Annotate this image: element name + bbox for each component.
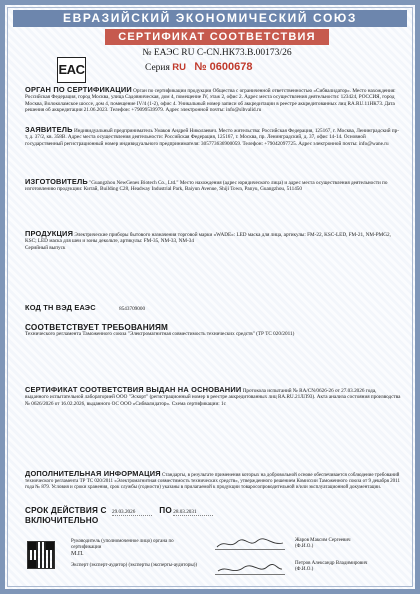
- additional-section: [25, 471, 401, 492]
- manufacturer-text: "Guangzhou NewGenes Biotech Co., Ltd." Место нахождения (адрес юридического лица) и адрес места осуществления деятельности по изготовлению продукции: Китай, Building C28, Headway Industrial Park, Baiyun Avenue, Shiji Town, Panyu, Guangzhou, 511450: [25, 180, 388, 193]
- qr-code: [27, 541, 55, 569]
- additional-text: Стандарты, в результате применения которых на добровольной основе обеспечивается соблюдение требований технического регламента ТР ТС 020/2011 «Электромагнитная совместимость технических средств», утвержденного решением Комиссии Таможенного союза от 9 декабря 2011 года № 879. Условия и сроки хранения, срок службы (годности) указаны в прилагаемой к продукции товаросопроводительной и/или эксплуатационной документации.: [25, 473, 400, 491]
- basis-section: [25, 387, 401, 407]
- basis-text: Протокола испытаний № RA/CN/0626-26 от 27.03.2026 года, выданного испытательной лабораторией ООО "Эскорт" (регистрационный номер в реестре аккредитованных лиц RA.RU.21ЛЛ93). Акта анализа состояния производства № 0626/2026 от 16.02.2026, выданного ОС ООО «Сибвалидатор». Схема сертификации: 1с: [25, 388, 401, 407]
- hs-code-section: [25, 305, 401, 312]
- organ-heading: ОРГАН ПО СЕРТИФИКАЦИИ: [25, 85, 132, 94]
- signature-scribble-icon: [215, 537, 285, 551]
- head-name-caption: (Ф.И.О.): [295, 544, 314, 550]
- series-label: Серия: [145, 63, 170, 73]
- expert-signature-label: Эксперт (эксперт-аудитор) (эксперты (эксперты-аудиторы)): [71, 563, 198, 568]
- series-number: № 0600678: [194, 61, 253, 73]
- product-section: [25, 231, 401, 251]
- expert-name-text: Петров Александр Владимирович: [295, 561, 368, 566]
- eac-mark: EAC: [57, 57, 86, 83]
- signature-scribble-icon: [215, 562, 285, 576]
- series-code: RU: [172, 62, 186, 73]
- organ-text: Орган по сертификации продукции Общества с ограниченной ответственностью «Сибвалидатор». Место нахождения: Российская Федерация, город Москва, улица Садовническая, дом 4, помещение IV, этаж 2, офис 2. Адрес места осуществления деятельности: 123424, РОССИЯ, город Москва, Волоколамское шоссе, дом 4, помещение IV/4 (1-2), офис 4. Уникальный номер записи об аккредитации в реестре аккредитованных лиц RA.RU.11НК73. Дата решения об аккредитации 21.06.2023. Телефон: +79099539979. Адрес электронной почты: info@sibvalid.ru: [25, 88, 396, 113]
- validity-inclusive: ВКЛЮЧИТЕЛЬНО: [25, 516, 99, 526]
- head-signature-label: Руководитель (уполномоченное лицо) органа по сертификации: [71, 539, 174, 551]
- validity-from: 29.03.2026: [112, 509, 152, 516]
- applicant-section: [25, 127, 401, 147]
- expert-signature: [215, 562, 285, 575]
- head-name-text: Жаров Максим Сергеевич: [295, 538, 351, 543]
- organ-section: [25, 87, 401, 113]
- hs-code-value: 8543709000: [119, 306, 146, 312]
- applicant-heading: ЗАЯВИТЕЛЬ: [25, 125, 73, 134]
- compliance-text: Технического регламента Таможенного союза "Электромагнитная совместимость технических средств" (ТР ТС 020/2011): [25, 331, 295, 338]
- manufacturer-heading: ИЗГОТОВИТЕЛЬ: [25, 177, 88, 186]
- basis-heading: СЕРТИФИКАТ СООТВЕТСТВИЯ ВЫДАН НА ОСНОВАНИИ: [25, 385, 242, 394]
- head-signature: [215, 537, 285, 550]
- additional-heading: ДОПОЛНИТЕЛЬНАЯ ИНФОРМАЦИЯ: [25, 469, 161, 478]
- compliance-heading: СООТВЕТСТВУЕТ ТРЕБОВАНИЯМ: [25, 323, 169, 332]
- series-line: [145, 61, 253, 73]
- manufacturer-section: [25, 179, 401, 193]
- product-heading: ПРОДУКЦИЯ: [25, 229, 74, 238]
- validity-to: 28.03.2031: [173, 509, 213, 516]
- expert-name-caption: (Ф.И.О.): [295, 567, 314, 573]
- head-name: [295, 538, 395, 550]
- product-text: Электрические приборы бытового назначения торговой марки «WADE»: LED маска для лица, артикулы: FM-22, KSC-LED, FM-21, NM-PMG2, KSC; LED маска для шеи и зоны декольте, артикулы: FM-35, NM-33, NM-34: [25, 232, 391, 245]
- union-banner: ЕВРАЗИЙСКИЙ ЭКОНОМИЧЕСКИЙ СОЮЗ: [13, 10, 407, 27]
- stamp-mark: М.П.: [71, 551, 84, 557]
- product-serial: Серийный выпуск: [25, 244, 66, 251]
- validity-section: [25, 508, 401, 525]
- expert-name: [295, 561, 395, 573]
- validity-to-label: ПО: [159, 506, 172, 515]
- validity-heading: СРОК ДЕЙСТВИЯ С: [25, 506, 107, 515]
- hs-code-heading: КОД ТН ВЭД ЕАЭС: [25, 303, 96, 312]
- compliance-section: [25, 325, 401, 338]
- applicant-text: Индивидуальный предприниматель Умаков Андрей Николаевич. Место жительства: Российская Федерация, 125167, г. Москва, Ленинградский пр-т, д. 37/2, кв. 358В. Адрес места осуществления деятельности: Российская Федерация, 125167, г. Москва, пр. Ленинградский, д. 37, офис 14-14. Основной государственный регистрационный номер индивидуального предпринимателя: 305773636900059. Телефон: +79042097725. Адрес электронной почты: info@wane.ru: [25, 128, 399, 147]
- certificate-title: СЕРТИФИКАТ СООТВЕТСТВИЯ: [105, 29, 329, 45]
- registration-number: № ЕАЭС RU C-CN.НК73.В.00173/26: [142, 48, 292, 58]
